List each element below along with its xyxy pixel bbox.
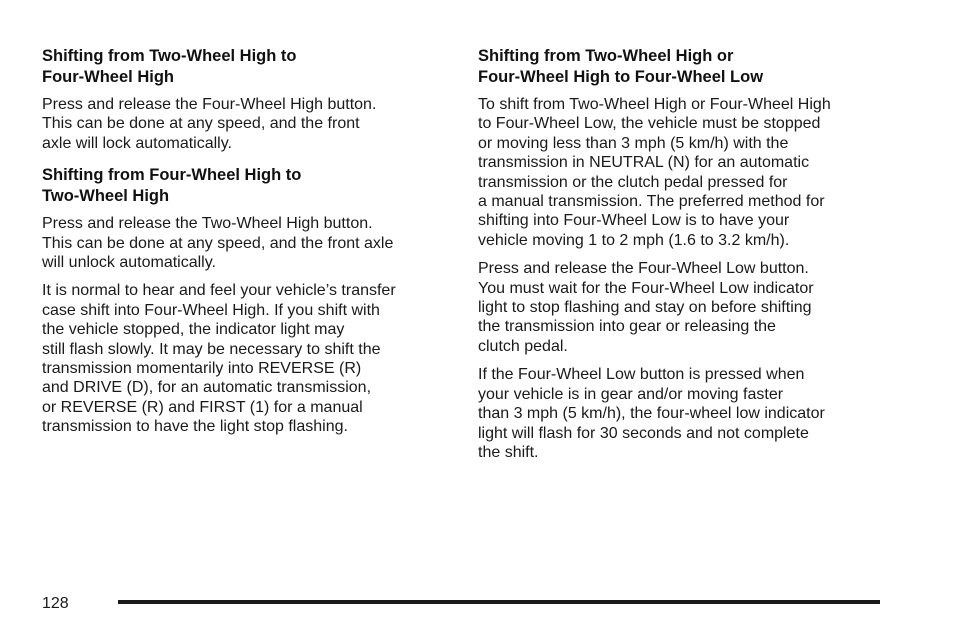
paragraph-four-low-button: Press and release the Four-Wheel Low button. You must wait for the Four-Wheel Low indicator light to stop flashing and stay on before shifting the transmission into gear or releasing the clutch pedal. — [478, 260, 814, 355]
heading-four-to-two-high: Shifting from Four-Wheel High to Two-Wheel High — [42, 166, 302, 206]
paragraph-four-low-flash: If the Four-Wheel Low button is pressed when your vehicle is in gear and/or moving faster than 3 mph (5 km/h), the four-wheel low indicator light will flash for 30 seconds and not complete the shift. — [478, 366, 825, 461]
right-column — [478, 46, 898, 471]
footer-rule — [118, 600, 880, 604]
paragraph-four-high-button: Press and release the Four-Wheel High button. This can be done at any speed, and the front axle will lock automatically. — [42, 96, 377, 152]
paragraph-transfer-case-note: It is normal to hear and feel your vehicle’s transfer case shift into Four-Wheel High. If you shift with the vehicle stopped, the indicator light may still flash slowly. It may be necessary to shift the transmission momentarily into REVERSE (R) and DRIVE (D), for an automatic transmission, or REVERSE (R) and FIRST (1) for a manual transmission to have the light stop flashing. — [42, 282, 396, 436]
heading-to-four-low: Shifting from Two-Wheel High or Four-Wheel High to Four-Wheel Low — [478, 47, 764, 86]
page-number: 128 — [42, 595, 69, 612]
heading-two-to-four-high: Shifting from Two-Wheel High to Four-Wheel High — [42, 47, 297, 86]
paragraph-four-low-conditions: To shift from Two-Wheel High or Four-Wheel High to Four-Wheel Low, the vehicle must be stopped or moving less than 3 mph (5 km/h) with the transmission in NEUTRAL (N) for an automatic transmission or the clutch pedal pressed for a manual transmission. The preferred method for shifting into Four-Wheel Low is to have your vehicle moving 1 to 2 mph (1.6 to 3.2 km/h). — [478, 96, 831, 249]
left-column — [42, 46, 452, 446]
paragraph-two-high-button: Press and release the Two-Wheel High button. This can be done at any speed, and the front axle will unlock automatically. — [42, 215, 394, 272]
